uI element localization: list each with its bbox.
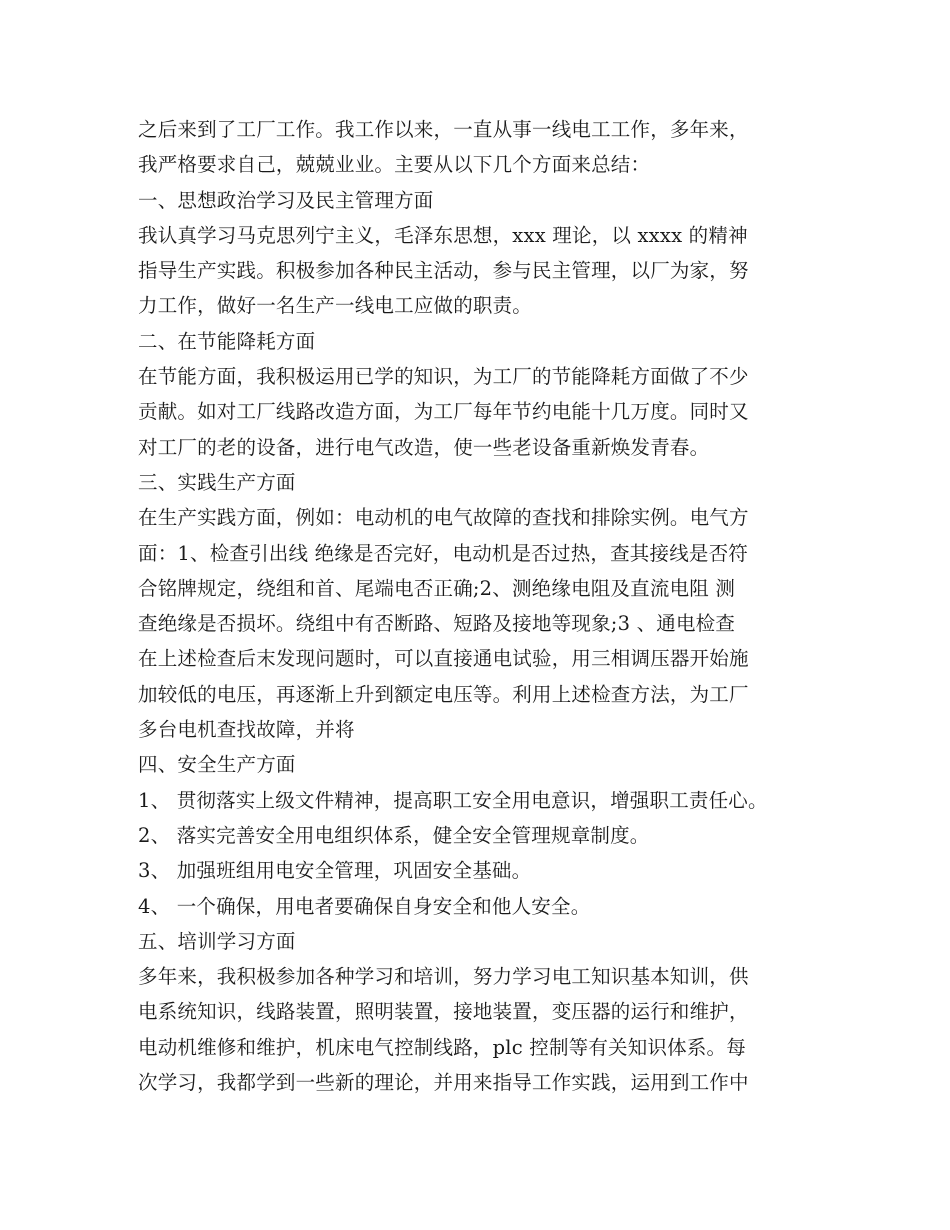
- text-line: 次学习，我都学到一些新的理论，并用来指导工作实践，运用到工作中: [138, 1071, 749, 1095]
- section-heading: 二、在节能降耗方面: [138, 329, 316, 353]
- text-line: 在节能方面，我积极运用已学的知识，为工厂的节能降耗方面做了不少: [138, 365, 749, 389]
- list-item: 3、 加强班组用电安全管理，巩固安全基础。: [138, 859, 532, 883]
- text-line: 多年来，我积极参加各种学习和培训，努力学习电工知识基本知训，供: [138, 965, 749, 989]
- text-line: 我认真学习马克思列宁主义，毛泽东思想，xxx 理论，以 xxxx 的精神: [138, 223, 748, 247]
- text-line: 对工厂的老的设备，进行电气改造，使一些老设备重新焕发青春。: [138, 435, 710, 459]
- text-line: 面：1、检查引出线 绝缘是否完好，电动机是否过热，查其接线是否符: [138, 541, 749, 565]
- section-heading: 三、实践生产方面: [138, 470, 296, 494]
- text-line: 我严格要求自己，兢兢业业。主要从以下几个方面来总结：: [138, 153, 651, 177]
- list-item: 1、 贯彻落实上级文件精神，提高职工安全用电意识，增强职工责任心。: [138, 788, 768, 812]
- text-line: 指导生产实践。积极参加各种民主活动，参与民主管理，以厂为家，努: [138, 259, 749, 283]
- text-line: 电动机维修和维护，机床电气控制线路，plc 控制等有关知识体系。每: [138, 1035, 746, 1059]
- text-line: 电系统知识，线路装置，照明装置，接地装置，变压器的运行和维护，: [138, 1000, 749, 1024]
- document-body: [138, 112, 838, 1100]
- text-line: 在上述检查后末发现问题时，可以直接通电试验，用三相调压器开始施: [138, 647, 749, 671]
- text-line: 查绝缘是否损坏。绕组中有否断路、短路及接地等现象;3 、通电检查: [138, 612, 736, 636]
- text-line: 多台电机查找故障，并将: [138, 718, 355, 742]
- text-line: 贡献。如对工厂线路改造方面，为工厂每年节约电能十几万度。同时又: [138, 400, 749, 424]
- text-line: 加较低的电压，再逐渐上升到额定电压等。利用上述检查方法，为工厂: [138, 682, 749, 706]
- section-heading: 一、思想政治学习及民主管理方面: [138, 188, 434, 212]
- list-item: 2、 落实完善安全用电组织体系，健全安全管理规章制度。: [138, 823, 650, 847]
- section-heading: 五、培训学习方面: [138, 929, 296, 953]
- text-line: 合铭牌规定，绕组和首、尾端电否正确;2、测绝缘电阻及直流电阻 测: [138, 576, 736, 600]
- section-heading: 四、安全生产方面: [138, 753, 296, 777]
- list-item: 4、 一个确保，用电者要确保自身安全和他人安全。: [138, 894, 591, 918]
- text-line: 之后来到了工厂工作。我工作以来，一直从事一线电工工作，多年来，: [138, 118, 749, 141]
- text-line: 力工作，做好一名生产一线电工应做的职责。: [138, 294, 533, 318]
- text-line: 在生产实践方面，例如：电动机的电气故障的查找和排除实例。电气方: [138, 506, 749, 530]
